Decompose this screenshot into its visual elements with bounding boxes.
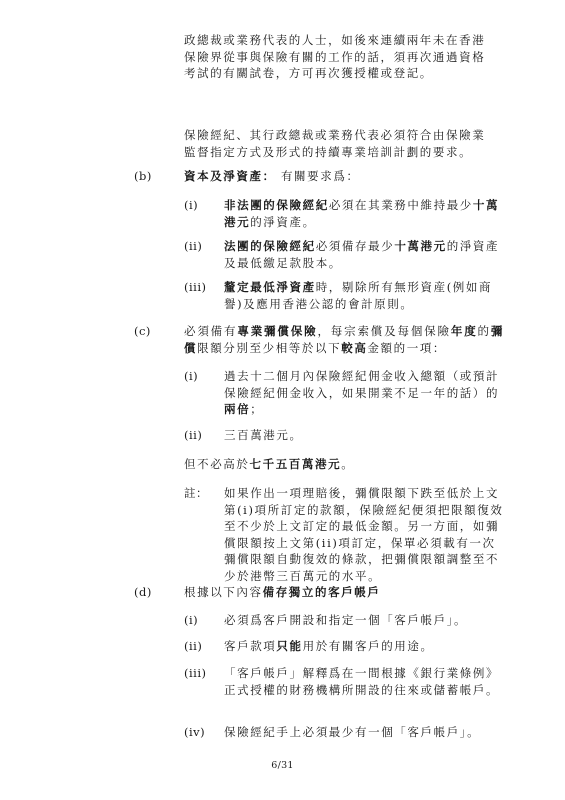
section-c-item-text (224, 368, 504, 418)
item-bold: 十萬港元 (394, 239, 447, 253)
section-d-item-text: 保險經紀手上必須最少有一個「客戶帳戶」。 (224, 725, 481, 739)
item-text: 的淨資產及最低繳足款股本。 (224, 239, 500, 270)
c-bold: 彌償 (184, 324, 504, 355)
section-b-item-text (224, 279, 504, 312)
section-c-item-text (224, 427, 504, 444)
section-c-item-label: (i) (184, 369, 199, 383)
c-text: 的 (477, 324, 491, 338)
section-b-label: (b) (134, 169, 152, 183)
c-text: 金額的一項： (367, 340, 447, 355)
item-text: 時，剔除所有無形資産(例如商譽)及應用香港公認的會計原則。 (224, 280, 493, 311)
section-b-item-label: (ii) (184, 239, 203, 253)
item-bold: 釐定最低淨資產 (224, 280, 316, 294)
item-text: 必須在其業務中維持最少 (328, 198, 473, 212)
section-b-item-text (224, 238, 504, 271)
section-c-label: (c) (134, 324, 151, 338)
section-b-item-text (224, 197, 504, 230)
item-bold: 法團的保險經紀 (224, 239, 316, 253)
section-c-item-label: (ii) (184, 428, 203, 442)
intro-line: 考試的有關試卷，方可再次獲授權或登記。 (184, 66, 433, 80)
item-text: 。 (289, 428, 303, 442)
c-bold: 專業彌償保險 (237, 324, 318, 338)
cap-bold: 七千五百萬港元 (249, 457, 342, 471)
item-bold: 只能 (276, 639, 303, 653)
section-d-item-label: (iv) (184, 725, 206, 739)
item-text: 的淨資產。 (250, 214, 316, 229)
d-text: 根據以下內容 (184, 585, 263, 599)
section-d-item-label: (i) (184, 613, 199, 627)
cap-text: 但不必高於 (184, 457, 250, 471)
section-b-item-label: (i) (184, 198, 199, 212)
section-b-heading-text: 有關要求爲： (275, 169, 360, 183)
c-bold: 較高 (341, 340, 368, 355)
section-d-item-label: (iii) (184, 666, 207, 680)
section-c-paragraph (184, 323, 504, 356)
intro-line: 保險界從事與保險有關的工作的話，須再次通過資格 (184, 49, 486, 64)
section-d-item-text (224, 638, 504, 655)
item-text: 過去十二個月內保險經紀佣金收入總額（或預計保險經紀佣金收入，如果開業不足一年的話）的 (224, 369, 500, 400)
cpd-line: 保險經紀、其行政總裁或業務代表必須符合由保險業 (184, 128, 486, 142)
c-bold: 年度 (450, 324, 478, 338)
c-text: ，每宗索償及每個保險 (317, 324, 451, 338)
note-text: 如果作出一項理賠後，彌償限額下跌至低於上文第(i)項所訂定的款額，保險經紀便須把限額復效至不少於上文訂定的最低金額。另一方面，如彌償限額按上文第(ii)項訂定，保單必須載有一次彌償限額自動復效的條款，把彌償限額調整至不少於港幣三百萬元的水平。 (224, 486, 504, 583)
cpd-line: 監督指定方式及形式的持續專業培訓計劃的要求。 (184, 144, 473, 159)
note-label: 註： (184, 486, 208, 500)
section-d-item-text: 「客戶帳戶」解釋爲在一間根據《銀行業條例》正式授權的財務機構所開設的往來或儲蓄帳戶。 (224, 666, 500, 697)
item-bold: 兩倍 (224, 402, 251, 416)
section-b-heading (184, 168, 504, 185)
section-d-label: (d) (134, 585, 152, 599)
c-text: 必須備有 (184, 324, 238, 338)
item-bold: 非法團的保險經紀 (224, 198, 329, 212)
item-bold: 十萬港元 (224, 198, 500, 229)
intro-line: 政總裁或業務代表的人士，如後來連續兩年未在香港 (184, 33, 486, 47)
item-text: ； (250, 402, 264, 416)
c-text: 限額分別至少相等於以下 (197, 340, 342, 355)
section-d-item-label: (ii) (184, 639, 203, 653)
item-text: 必須備存最少 (315, 239, 395, 253)
d-bold: 備存獨立的客戶帳戶 (262, 585, 381, 599)
item-text: 客戶款項 (224, 639, 277, 653)
cpd-paragraph (184, 127, 504, 160)
section-d-item-text: 必須爲客戶開設和指定一個「客戶帳戶」。 (224, 613, 468, 627)
cap-text: 。 (341, 457, 355, 471)
item-text: 三百萬港元 (224, 428, 290, 442)
page-number: 6/31 (271, 760, 294, 771)
section-b-item-label: (iii) (184, 280, 207, 294)
item-text: 用於有關客戶的用途。 (302, 639, 434, 653)
intro-paragraph (184, 32, 504, 82)
section-b-heading-bold: 資本及淨資產： (184, 169, 276, 183)
section-c-cap (184, 456, 504, 473)
section-d-heading (184, 584, 504, 601)
